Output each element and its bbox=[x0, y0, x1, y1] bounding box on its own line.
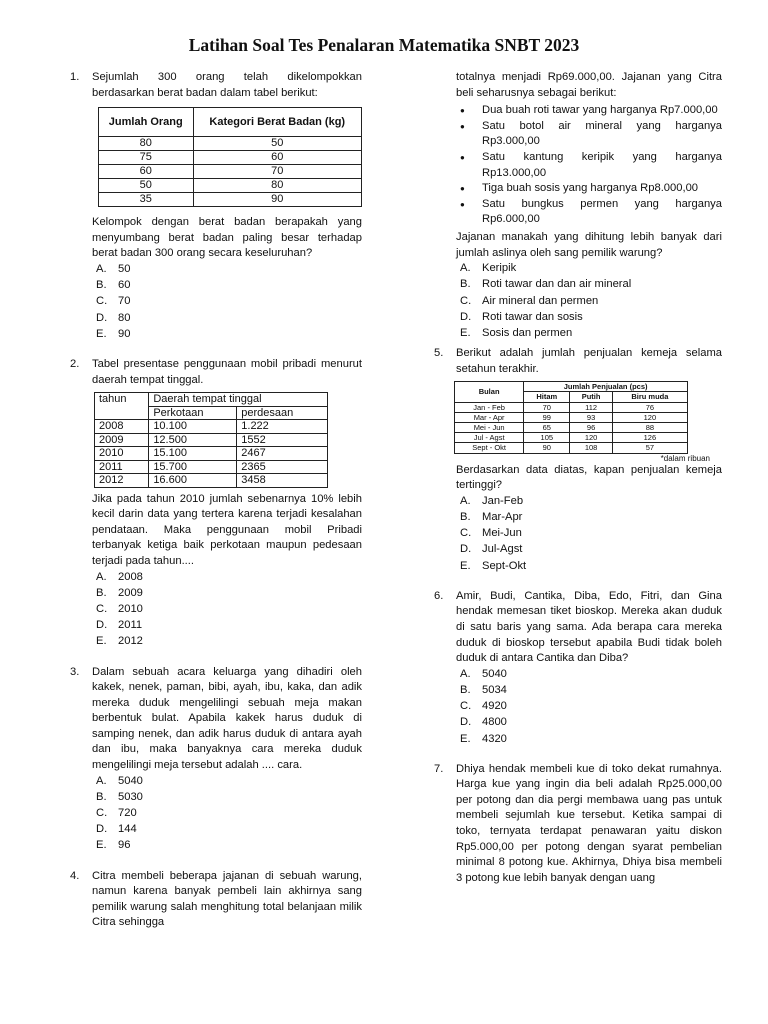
answer-option[interactable]: A. 50 bbox=[96, 262, 131, 275]
table-header: Bulan bbox=[455, 382, 524, 402]
weight-table bbox=[98, 107, 362, 207]
question-6 bbox=[430, 589, 722, 748]
table-cell: Jan - Feb bbox=[455, 402, 524, 412]
table-header: Jumlah Orang bbox=[99, 108, 194, 137]
question-text: Dhiya hendak membeli kue di toko dekat rumahnya. Harga kue yang ingin dia beli adalah Rp25.000,00 per potong dan dia pergi membawa uang pas untuk membeli sejumlah kue tersebut. Ketika sampai di toko, ternyata terdapat penawaran yaitu diskon Rp5.000,00 per potong dengan syarat pembelian minimal 8 potong kue. Akhirnya, Dhiya bisa membeli 3 potong kue lebih banyak dengan uang bbox=[456, 762, 722, 884]
question-number: 1. bbox=[70, 71, 80, 83]
table-cell: 50 bbox=[193, 137, 361, 151]
table-cell: Mar - Apr bbox=[455, 412, 524, 422]
answer-options bbox=[92, 774, 362, 855]
question-text: Amir, Budi, Cantika, Diba, Edo, Fitri, dan Gina hendak memesan tiket bioskop. Mereka akan duduk di satu baris yang sama. Ada berapa cara mereka duduk di bioskop tersebut apabila Budi tidak boleh duduk di antara Cantika dan Diba? bbox=[456, 589, 722, 665]
answer-options bbox=[456, 667, 722, 748]
question-number: 2. bbox=[70, 357, 80, 370]
question-text: Tabel presentase penggunaan mobil pribadi menurut daerah tempat tinggal. bbox=[92, 357, 362, 386]
table-cell: 80 bbox=[193, 179, 361, 193]
list-item: ● Satu botol air mineral yang harganya Rp3.000,00 bbox=[456, 119, 722, 150]
table-cell: 93 bbox=[570, 412, 612, 422]
table-header: Perkotaan bbox=[149, 406, 237, 420]
answer-option[interactable]: E. Sept-Okt bbox=[460, 559, 527, 572]
table-cell: 2467 bbox=[237, 447, 328, 461]
question-1 bbox=[66, 70, 362, 343]
answer-option[interactable]: D. 4800 bbox=[460, 716, 507, 729]
table-cell: 1.222 bbox=[237, 420, 328, 434]
answer-options bbox=[92, 570, 362, 651]
question-2 bbox=[66, 357, 362, 651]
question-7 bbox=[430, 762, 722, 887]
answer-options bbox=[456, 494, 722, 575]
answer-option[interactable]: A. 2008 bbox=[96, 570, 143, 583]
table-cell: Mei - Jun bbox=[455, 423, 524, 433]
question-5 bbox=[430, 346, 722, 575]
table-header: Putih bbox=[570, 392, 612, 402]
answer-option[interactable]: B. Roti tawar dan dan air mineral bbox=[460, 278, 632, 291]
table-cell: 1552 bbox=[237, 433, 328, 447]
table-cell: 70 bbox=[193, 165, 361, 179]
item-list bbox=[456, 103, 722, 228]
answer-option[interactable]: A. 5040 bbox=[96, 774, 143, 787]
table-note: *dalam ribuan bbox=[660, 453, 710, 463]
answer-option[interactable]: D. 80 bbox=[96, 311, 131, 324]
table-cell: 12.500 bbox=[149, 433, 237, 447]
answer-option[interactable]: E. 96 bbox=[96, 839, 131, 852]
table-cell: 2008 bbox=[95, 420, 149, 434]
answer-option[interactable]: C. 720 bbox=[96, 807, 137, 820]
answer-option[interactable]: B. 5030 bbox=[96, 790, 143, 803]
question-number: 3. bbox=[70, 665, 80, 678]
table-cell: 70 bbox=[524, 402, 570, 412]
right-column bbox=[430, 70, 722, 900]
question-number: 4. bbox=[70, 869, 80, 882]
answer-options bbox=[92, 262, 362, 343]
table-cell: 2011 bbox=[95, 460, 149, 474]
question-prompt: Jajanan manakah yang dihitung lebih banyak dari jumlah aslinya oleh sang pemilik warung? bbox=[456, 230, 722, 259]
table-cell: 99 bbox=[524, 412, 570, 422]
table-cell: 90 bbox=[193, 193, 361, 207]
table-cell: Sept - Okt bbox=[455, 443, 524, 453]
answer-option[interactable]: D. Roti tawar dan sosis bbox=[460, 310, 583, 323]
answer-option[interactable]: B. 5034 bbox=[460, 683, 507, 696]
table-cell: 60 bbox=[99, 165, 194, 179]
question-text: Dalam sebuah acara keluarga yang dihadiri oleh kakek, nenek, paman, bibi, ayah, ibu, kaka, dan adik mereka duduk mengelilingi sebuah meja makan berbentuk bulat. Apabila kakek harus duduk di samping nenek, dan adik harus duduk di antara ayah dan ibu, maka banyaknya cara mereka duduk mengelilingi meja tersebut adalah .... cara. bbox=[92, 665, 362, 772]
table-cell: 120 bbox=[570, 433, 612, 443]
answer-option[interactable]: E. 4320 bbox=[460, 732, 507, 745]
table-cell: Jul - Agst bbox=[455, 433, 524, 443]
table-cell: 2012 bbox=[95, 474, 149, 488]
list-item: ● Dua buah roti tawar yang harganya Rp7.000,00 bbox=[456, 103, 722, 119]
list-item: ● Tiga buah sosis yang harganya Rp8.000,00 bbox=[456, 181, 722, 197]
answer-option[interactable]: B. 2009 bbox=[96, 586, 143, 599]
table-header: Biru muda bbox=[612, 392, 687, 402]
question-4-continued bbox=[430, 70, 722, 342]
table-cell: 2009 bbox=[95, 433, 149, 447]
question-text: Sejumlah 300 orang telah dikelompokkan berdasarkan berat badan dalam tabel berikut: bbox=[92, 71, 362, 99]
table-cell: 76 bbox=[612, 402, 687, 412]
table-cell: 108 bbox=[570, 443, 612, 453]
answer-option[interactable]: C. 2010 bbox=[96, 602, 143, 615]
table-cell: 112 bbox=[570, 402, 612, 412]
question-prompt: Kelompok dengan berat badan berapakah yang menyumbang berat badan paling besar terhadap berat badan 300 orang secara keseluruhan? bbox=[92, 216, 362, 260]
table-cell: 126 bbox=[612, 433, 687, 443]
table-cell: 90 bbox=[524, 443, 570, 453]
page-title: Latihan Soal Tes Penalaran Matematika SNBT 2023 bbox=[188, 35, 580, 55]
answer-option[interactable]: E. Sosis dan permen bbox=[460, 326, 573, 339]
table-cell: 10.100 bbox=[149, 420, 237, 434]
answer-option[interactable]: D. Jul-Agst bbox=[460, 543, 523, 556]
list-item: ● Satu bungkus permen yang harganya Rp6.000,00 bbox=[456, 197, 722, 228]
table-header: perdesaan bbox=[237, 406, 328, 420]
question-4 bbox=[66, 869, 362, 931]
table-cell: 75 bbox=[99, 151, 194, 165]
table-cell: 80 bbox=[99, 137, 194, 151]
answer-option[interactable]: C. 70 bbox=[96, 295, 131, 308]
question-text-continued: totalnya menjadi Rp69.000,00. Jajanan yang Citra beli seharusnya sebagai berikut: bbox=[456, 71, 722, 99]
question-prompt: Jika pada tahun 2010 jumlah sebenarnya 10% lebih kecil darin data yang tertera karena terjadi kesalahan pendataan. Maka penggunaan mobil Pribadi terbanyak ketiga baik perkotaan maupun pedesaan terjadi pada tahun.... bbox=[92, 492, 362, 567]
question-3 bbox=[66, 665, 362, 855]
answer-options bbox=[456, 261, 722, 342]
table-cell: 60 bbox=[193, 151, 361, 165]
table-cell: 2365 bbox=[237, 460, 328, 474]
table-cell: 15.100 bbox=[149, 447, 237, 461]
table-cell: 15.700 bbox=[149, 460, 237, 474]
table-cell: 57 bbox=[612, 443, 687, 453]
answer-option[interactable]: D. 144 bbox=[96, 823, 137, 836]
list-item: ● Satu kantung keripik yang harganya Rp13.000,00 bbox=[456, 150, 722, 181]
table-cell: 3458 bbox=[237, 474, 328, 488]
table-header: tahun bbox=[95, 393, 149, 420]
table-header: Daerah tempat tinggal bbox=[149, 393, 328, 407]
car-usage-table bbox=[94, 392, 328, 488]
table-header: Jumlah Penjualan (pcs) bbox=[524, 382, 688, 392]
answer-option[interactable]: A. Keripik bbox=[460, 262, 517, 275]
question-number: 6. bbox=[434, 589, 444, 602]
answer-option[interactable]: B. Mar-Apr bbox=[460, 511, 523, 524]
sales-table bbox=[454, 381, 688, 453]
answer-option[interactable]: E. 90 bbox=[96, 327, 131, 340]
answer-option[interactable]: E. 2012 bbox=[96, 635, 143, 648]
table-cell: 35 bbox=[99, 193, 194, 207]
table-cell: 65 bbox=[524, 423, 570, 433]
answer-option[interactable]: A. Jan-Feb bbox=[460, 494, 524, 507]
answer-option[interactable]: C. Air mineral dan permen bbox=[460, 294, 599, 307]
question-text: Citra membeli beberapa jajanan di sebuah warung, namun karena banyak pembeli lain akhirnya sang pemilik warung salah menghitung total belanjaan milik Citra sehingga bbox=[92, 869, 362, 929]
question-number: 5. bbox=[434, 347, 444, 360]
table-cell: 16.600 bbox=[149, 474, 237, 488]
answer-option[interactable]: A. 5040 bbox=[460, 667, 507, 680]
question-prompt: Berdasarkan data diatas, kapan penjualan kemeja tertinggi? bbox=[456, 463, 722, 492]
question-number: 7. bbox=[434, 762, 444, 775]
answer-option[interactable]: D. 2011 bbox=[96, 619, 143, 632]
table-cell: 105 bbox=[524, 433, 570, 443]
left-column bbox=[66, 70, 362, 945]
answer-option[interactable]: C. Mei-Jun bbox=[460, 527, 522, 540]
table-cell: 2010 bbox=[95, 447, 149, 461]
table-header: Kategori Berat Badan (kg) bbox=[193, 108, 361, 137]
table-header: Hitam bbox=[524, 392, 570, 402]
answer-option[interactable]: C. 4920 bbox=[460, 700, 507, 713]
table-cell: 50 bbox=[99, 179, 194, 193]
question-text: Berikut adalah jumlah penjualan kemeja selama setahun terakhir. bbox=[456, 347, 722, 375]
table-cell: 88 bbox=[612, 423, 687, 433]
answer-option[interactable]: B. 60 bbox=[96, 279, 131, 292]
table-cell: 120 bbox=[612, 412, 687, 422]
table-cell: 96 bbox=[570, 423, 612, 433]
